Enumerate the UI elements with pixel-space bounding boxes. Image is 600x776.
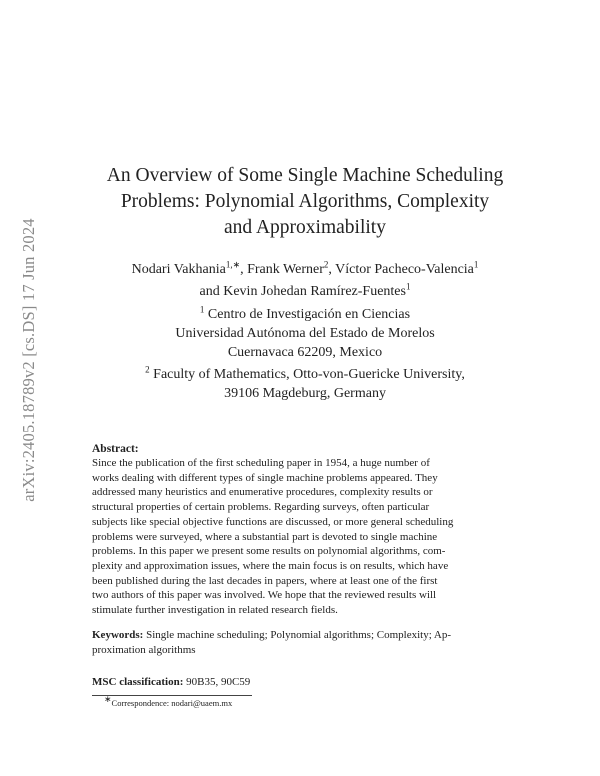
abstract-line: two authors of this paper was involved. We hope that the reviewed results will — [92, 589, 437, 602]
abstract-body — [92, 456, 500, 618]
title-line: Problems: Polynomial Algorithms, Complexity — [120, 191, 490, 212]
affiliation-2 — [60, 365, 550, 403]
author-mark: 1 — [473, 259, 479, 270]
keywords-text: Single machine scheduling; Polynomial algorithms; Complexity; Ap- — [143, 629, 451, 641]
affiliation-line — [60, 365, 550, 384]
abstract-line: problems were surveyed, where a substantial part is devoted to single machine — [92, 530, 438, 543]
arxiv-id: arXiv:2405.18789v2 [cs.DS] 17 Jun 2024 — [19, 218, 38, 502]
abstract-line: Since the publication of the first scheduling paper in 1954, a huge number of — [92, 457, 430, 469]
msc-classification — [92, 675, 502, 689]
affiliation-1 — [60, 305, 550, 362]
author-name: Nodari Vakhania — [131, 262, 226, 277]
arxiv-stamp — [18, 190, 40, 530]
abstract-heading: Abstract: — [92, 443, 139, 455]
author-name: , Víctor Pacheco-Valencia — [328, 262, 474, 277]
title-line: and Approximability — [224, 217, 386, 238]
footnote-text: Correspondence: nodari@uaem.mx — [111, 698, 233, 708]
footnote — [104, 694, 404, 709]
affiliation-mark: 1 — [199, 304, 205, 315]
msc-label: MSC classification: — [92, 676, 184, 688]
keywords-line: proximation algorithms — [92, 644, 196, 656]
title-line: An Overview of Some Single Machine Scheduling — [106, 165, 504, 186]
abstract — [92, 442, 500, 618]
abstract-line: structural properties of certain problems. Regarding surveys, often particular — [92, 501, 430, 514]
affiliation-line: 39106 Magdeburg, Germany — [224, 386, 386, 401]
affiliation-line — [60, 305, 550, 324]
author-line — [60, 259, 550, 281]
footnote-mark: ∗ — [104, 694, 112, 705]
footnote-rule — [92, 695, 252, 696]
keywords-label: Keywords: — [92, 629, 144, 641]
author-list — [60, 259, 550, 303]
affiliation-text: Faculty of Mathematics, Otto-von-Guericke University, — [149, 367, 465, 382]
affiliation-text: Centro de Investigación en Ciencias — [204, 307, 411, 322]
abstract-line: stimulate further investigation in related research fields. — [92, 604, 338, 617]
author-mark: 1 — [405, 281, 411, 292]
abstract-line: addressed many heuristics and enumerative procedures, complexity results or — [92, 486, 433, 499]
abstract-line: been published during the last decades in papers, where at least one of the first — [92, 574, 438, 587]
keywords — [92, 628, 502, 658]
keywords-line — [92, 628, 502, 643]
affiliation-mark: 2 — [145, 364, 150, 375]
abstract-line: works dealing with different types of single machine problems appeared. They — [92, 471, 438, 484]
author-mark: 1,∗ — [225, 259, 241, 270]
abstract-line: subjects like special objective functions are discussed, or more general scheduling — [92, 515, 454, 528]
paper-title — [60, 163, 550, 241]
affiliation-line: Universidad Autónoma del Estado de Morelos — [175, 326, 435, 341]
author-name: and Kevin Johedan Ramírez-Fuentes — [199, 284, 406, 299]
author-mark: 2 — [323, 259, 329, 270]
author-name: , Frank Werner — [240, 262, 324, 277]
abstract-line: plexity and approximation issues, where the main focus is on results, which have — [92, 559, 449, 572]
msc-value: 90B35, 90C59 — [183, 676, 251, 688]
abstract-line: problems. In this paper we present some results on polynomial algorithms, com- — [92, 545, 446, 558]
affiliation-line: Cuernavaca 62209, Mexico — [227, 345, 383, 360]
author-line — [60, 281, 550, 303]
